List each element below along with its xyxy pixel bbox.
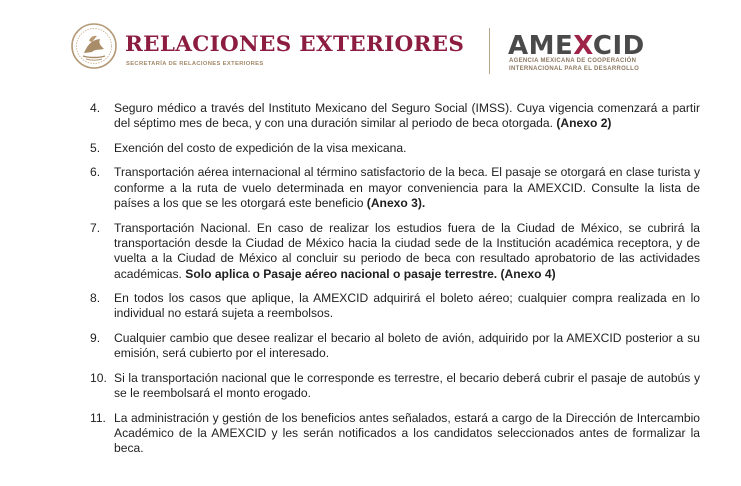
list-item bbox=[90, 221, 700, 282]
list-item bbox=[90, 331, 700, 362]
list-item bbox=[90, 165, 700, 211]
item-text: Si la transportación nacional que le corresponde es terrestre, el becario deberá cubrir el pasaje de autobús y se le reembolsará el monto erogado. bbox=[114, 370, 700, 401]
letterhead bbox=[0, 0, 741, 96]
agency-logo-x: X bbox=[573, 31, 593, 61]
item-text: Seguro médico a través del Instituto Mexicano del Seguro Social (IMSS). Cuya vigencia comenzará a partir del séptimo mes de beca, y con una duración similar al periodo de beca otorgada. (Anexo 2) bbox=[114, 101, 700, 131]
agency-subtitle-line1: AGENCIA MEXICANA DE COOPERACIÓN bbox=[509, 58, 637, 64]
item-number: 10. bbox=[90, 370, 107, 385]
item-text: Cualquier cambio que desee realizar el becario al boleto de avión, adquirido por la AMEXCID posterior a su emisión, será cubierto por el interesado. bbox=[114, 331, 700, 361]
list-item bbox=[90, 141, 700, 156]
item-text: Transportación Nacional. En caso de realizar los estudios fuera de la Ciudad de México, se cubrirá la transportación desde la Ciudad de México hacia la ciudad sede de la Institución académica receptora, y de vuelta a la Ciudad de México al concluir su periodo de beca con resultado aprobatorio de las actividades académicas. Solo aplica o Pasaje aéreo nacional o pasaje terrestre. (Anexo 4) bbox=[114, 220, 700, 281]
item-text: En todos los casos que aplique, la AMEXCID adquirirá el boleto aéreo; cualquier compra realizada en lo individual no estará sujeta a reembolsos. bbox=[114, 291, 700, 321]
item-number: 8. bbox=[90, 291, 101, 306]
header-divider bbox=[489, 28, 490, 74]
institution-subtitle: SECRETARÍA DE RELACIONES EXTERIORES bbox=[126, 61, 264, 67]
item-text: La administración y gestión de los beneficios antes señalados, estará a cargo de la Dirección de Intercambio Académico de la AMEXCID y les serán notificados a los candidatos seleccionados antes de formalizar la beca. bbox=[114, 410, 700, 456]
item-number: 5. bbox=[90, 140, 101, 155]
agency-subtitle bbox=[509, 58, 639, 73]
item-text: Transportación aérea internacional al término satisfactorio de la beca. El pasaje se otorgará en clase turista y conforme a la ruta de vuelo determinada en mayor conveniencia para la AMEXCID. Consulte la lista de países a los que se les otorgará este beneficio (Anexo 3). bbox=[114, 165, 700, 211]
agency-logo-pre: AME bbox=[508, 31, 574, 61]
list-item bbox=[90, 371, 700, 402]
item-text: Exención del costo de expedición de la visa mexicana. bbox=[114, 140, 407, 155]
item-number: 11. bbox=[90, 410, 106, 425]
list-item bbox=[90, 411, 700, 457]
item-number: 9. bbox=[90, 331, 101, 346]
list-item bbox=[90, 291, 700, 322]
institution-name: RELACIONES EXTERIORES bbox=[125, 32, 465, 57]
agency-logo-post: CID bbox=[592, 31, 645, 61]
item-number: 4. bbox=[90, 101, 101, 115]
national-seal-icon bbox=[70, 22, 118, 70]
agency-subtitle-line2: INTERNACIONAL PARA EL DESARROLLO bbox=[509, 65, 640, 72]
benefits-list bbox=[90, 101, 700, 466]
agency-logo bbox=[508, 31, 645, 61]
item-number: 6. bbox=[90, 165, 101, 180]
list-item bbox=[90, 101, 700, 132]
item-number: 7. bbox=[90, 220, 101, 235]
